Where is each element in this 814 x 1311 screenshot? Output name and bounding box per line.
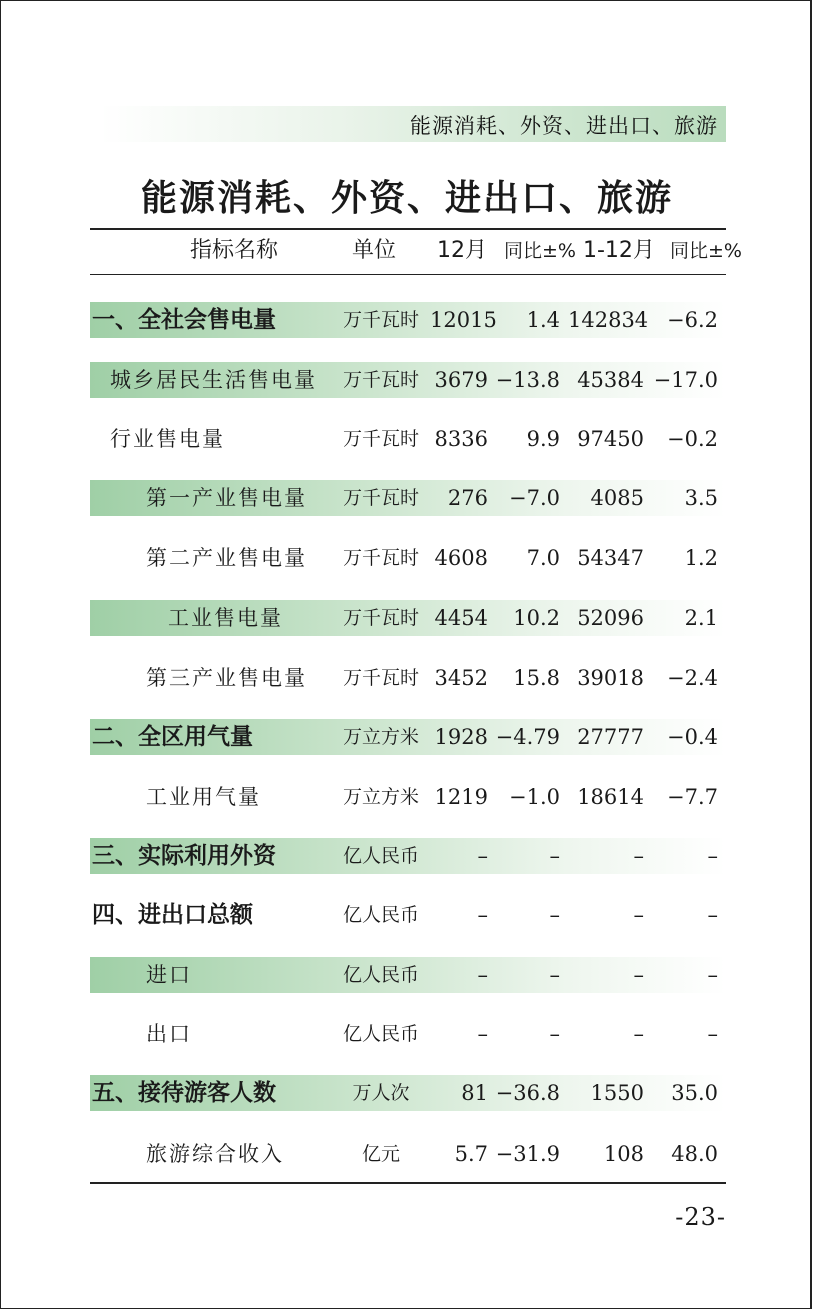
- row-december-yoy: –: [549, 844, 560, 868]
- row-name: 第二产业售电量: [146, 546, 307, 570]
- row-name: 城乡居民生活售电量: [110, 368, 317, 392]
- column-header-name: 指标名称: [190, 238, 279, 263]
- row-december-value: –: [477, 903, 488, 927]
- row-december-value: –: [477, 963, 488, 987]
- column-header-unit: 单位: [352, 238, 397, 263]
- row-unit: 万千瓦时: [342, 607, 419, 629]
- row-name: 旅游综合收入: [146, 1142, 284, 1166]
- row-unit: 亿人民币: [342, 1023, 419, 1045]
- table-row: [90, 838, 726, 874]
- table-header-rule: [90, 274, 726, 275]
- row-december-yoy: 10.2: [513, 606, 560, 630]
- row-december-yoy: 15.8: [513, 666, 560, 690]
- row-unit: 万千瓦时: [342, 487, 419, 509]
- row-december-value: 5.7: [454, 1142, 488, 1166]
- row-december-yoy: −1.0: [509, 785, 560, 809]
- row-unit: 万千瓦时: [342, 369, 419, 391]
- row-unit: 亿人民币: [342, 845, 419, 867]
- row-jan-dec-value: 54347: [577, 546, 644, 570]
- row-name: 第三产业售电量: [146, 666, 307, 690]
- row-name: 工业用气量: [146, 785, 261, 809]
- row-december-value: 81: [461, 1081, 488, 1105]
- row-december-value: 12015: [430, 308, 497, 332]
- row-jan-dec-value: 97450: [577, 427, 644, 451]
- row-jan-dec-yoy: −7.7: [667, 785, 718, 809]
- row-jan-dec-value: 18614: [577, 785, 644, 809]
- row-december-value: 8336: [434, 427, 488, 451]
- row-jan-dec-value: 45384: [577, 368, 644, 392]
- column-header-yoy-december: 同比±%: [504, 240, 576, 262]
- row-name: 一、全社会售电量: [92, 307, 276, 333]
- row-unit: 亿人民币: [342, 964, 419, 986]
- row-name: 第一产业售电量: [146, 486, 307, 510]
- row-jan-dec-yoy: 48.0: [671, 1142, 718, 1166]
- row-december-value: 4608: [434, 546, 488, 570]
- table-row: [90, 1075, 726, 1111]
- table-row: [90, 421, 726, 457]
- row-name: 二、全区用气量: [92, 724, 253, 750]
- row-jan-dec-value: 1550: [590, 1081, 644, 1105]
- table-row: [90, 897, 726, 933]
- row-december-yoy: –: [549, 1022, 560, 1046]
- row-december-value: 1219: [434, 785, 488, 809]
- row-unit: 万立方米: [342, 786, 419, 808]
- row-name: 工业售电量: [168, 606, 283, 630]
- row-december-yoy: 1.4: [526, 308, 560, 332]
- row-december-value: 3679: [434, 368, 488, 392]
- row-december-value: 3452: [434, 666, 488, 690]
- row-december-yoy: 7.0: [526, 546, 560, 570]
- table-row: [90, 480, 726, 516]
- table-row: [90, 660, 726, 696]
- row-unit: 亿人民币: [342, 904, 419, 926]
- row-jan-dec-value: 108: [603, 1142, 644, 1166]
- table-top-rule: [90, 228, 726, 230]
- row-december-yoy: –: [549, 963, 560, 987]
- row-december-yoy: −4.79: [495, 725, 560, 749]
- table-row: [90, 957, 726, 993]
- row-jan-dec-value: 27777: [577, 725, 644, 749]
- row-december-value: –: [477, 1022, 488, 1046]
- row-jan-dec-yoy: –: [707, 844, 718, 868]
- row-jan-dec-value: 39018: [577, 666, 644, 690]
- row-name: 行业售电量: [110, 427, 225, 451]
- row-jan-dec-value: 52096: [577, 606, 644, 630]
- row-december-yoy: –: [549, 903, 560, 927]
- table-row: [90, 719, 726, 755]
- row-name: 四、进出口总额: [92, 902, 253, 928]
- table-bottom-rule: [90, 1182, 726, 1184]
- row-jan-dec-value: –: [633, 1022, 644, 1046]
- row-december-yoy: −7.0: [509, 486, 560, 510]
- row-unit: 亿元: [361, 1143, 400, 1165]
- row-jan-dec-value: –: [633, 844, 644, 868]
- row-jan-dec-yoy: −2.4: [667, 666, 718, 690]
- row-name: 三、实际利用外资: [92, 843, 276, 869]
- row-december-value: 4454: [434, 606, 488, 630]
- row-december-value: –: [477, 844, 488, 868]
- row-jan-dec-yoy: –: [707, 903, 718, 927]
- page-title: 能源消耗、外资、进出口、旅游: [140, 177, 673, 219]
- row-december-yoy: 9.9: [526, 427, 560, 451]
- row-jan-dec-value: 142834: [568, 308, 649, 332]
- table-row: [90, 779, 726, 815]
- section-header-label: 能源消耗、外资、进出口、旅游: [410, 114, 718, 138]
- table-row: [90, 600, 726, 636]
- row-jan-dec-value: –: [633, 963, 644, 987]
- column-header-yoy-jan-dec: 同比±%: [670, 240, 742, 262]
- row-unit: 万千瓦时: [342, 667, 419, 689]
- row-jan-dec-yoy: 2.1: [684, 606, 718, 630]
- row-name: 出口: [146, 1022, 192, 1046]
- row-december-value: 276: [447, 486, 488, 510]
- row-jan-dec-yoy: –: [707, 1022, 718, 1046]
- row-jan-dec-yoy: 3.5: [684, 486, 718, 510]
- table-row: [90, 540, 726, 576]
- row-jan-dec-value: –: [633, 903, 644, 927]
- row-december-value: 1928: [434, 725, 488, 749]
- column-header-december: 12月: [437, 238, 487, 263]
- column-header-jan-dec: 1-12月: [583, 238, 655, 263]
- row-unit: 万千瓦时: [342, 309, 419, 331]
- row-unit: 万千瓦时: [342, 428, 419, 450]
- row-december-yoy: −13.8: [495, 368, 560, 392]
- row-name: 进口: [146, 963, 192, 987]
- row-december-yoy: −36.8: [495, 1081, 560, 1105]
- table-row: [90, 302, 726, 338]
- row-december-yoy: −31.9: [495, 1142, 560, 1166]
- page-number: -23-: [675, 1203, 726, 1231]
- row-jan-dec-yoy: 1.2: [684, 546, 718, 570]
- row-unit: 万人次: [352, 1082, 410, 1104]
- row-jan-dec-yoy: −0.2: [667, 427, 718, 451]
- row-jan-dec-value: 4085: [590, 486, 644, 510]
- row-jan-dec-yoy: −17.0: [653, 368, 718, 392]
- row-jan-dec-yoy: 35.0: [671, 1081, 718, 1105]
- row-unit: 万立方米: [342, 726, 419, 748]
- row-name: 五、接待游客人数: [92, 1080, 276, 1106]
- row-jan-dec-yoy: −0.4: [667, 725, 718, 749]
- row-jan-dec-yoy: –: [707, 963, 718, 987]
- table-row: [90, 362, 726, 398]
- row-jan-dec-yoy: −6.2: [667, 308, 718, 332]
- table-row: [90, 1016, 726, 1052]
- table-row: [90, 1136, 726, 1172]
- row-unit: 万千瓦时: [342, 547, 419, 569]
